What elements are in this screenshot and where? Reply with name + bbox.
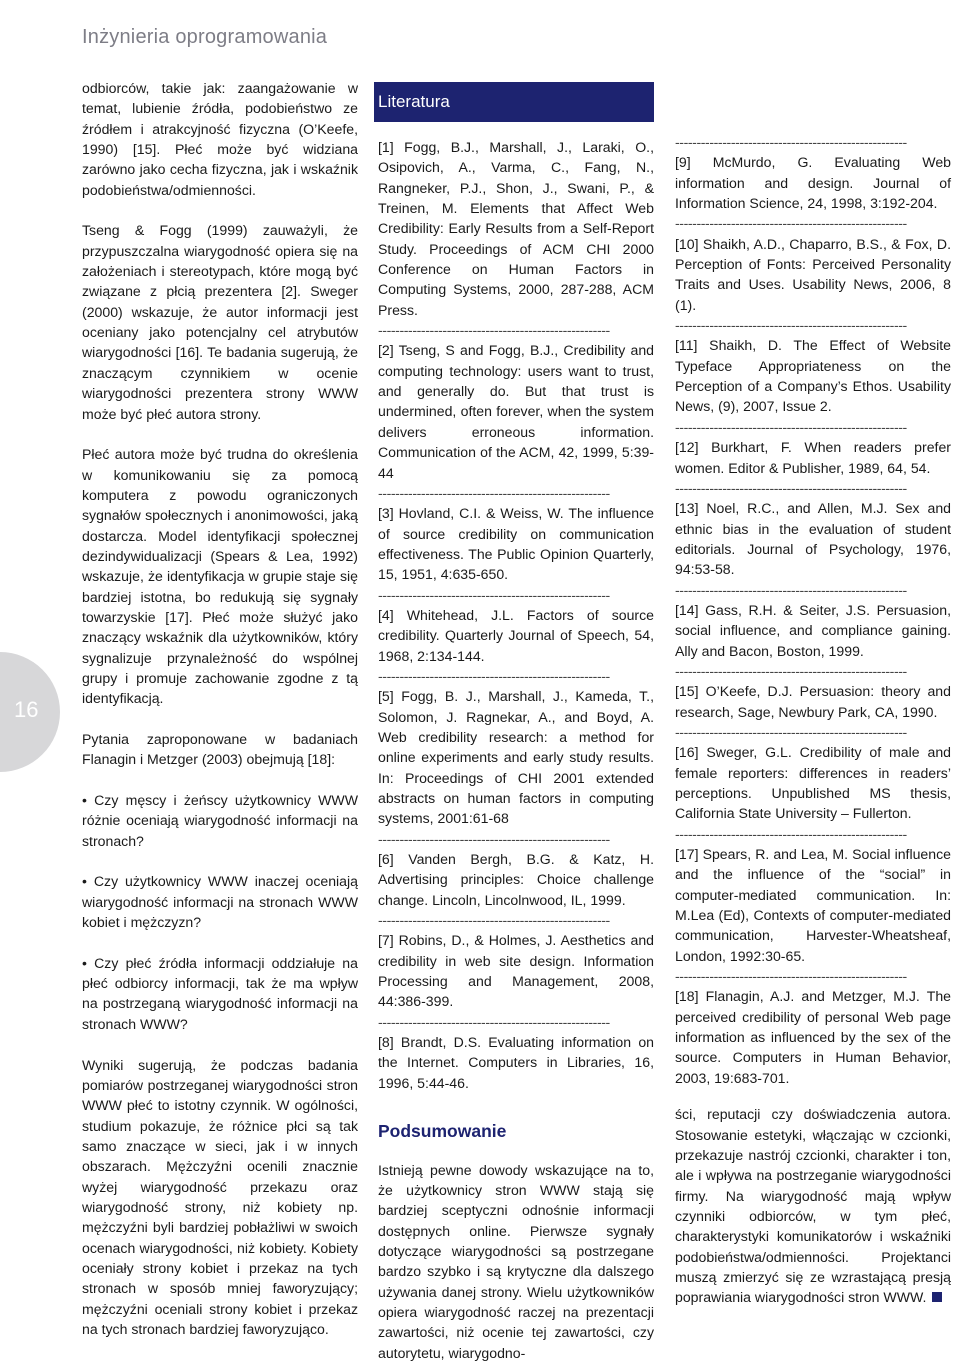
separator: ------------------------------------------------------ [378, 586, 610, 603]
separator: ------------------------------------------------------ [378, 667, 610, 684]
reference-item: [3] Hovland, C.I. & Weiss, W. The influence of source credibility on communication effectiveness. The Public Opinion Quarterly, 15, 1951, 4:635-650. [378, 505, 654, 583]
separator: ------------------------------------------------------ [378, 912, 610, 929]
reference-item: [5] Fogg, B. J., Marshall, J., Kameda, T., Solomon, J. Ragnekar, A., and Boyd, A. Web credibility research: a method for online experiments and early study results. In: Proceedings of CHI 2001 extended abstracts on human factors in computing systems, 2001:61-68 [378, 688, 654, 827]
separator: ------------------------------------------------------ [378, 484, 610, 501]
reference-item: [2] Tseng, S and Fogg, B.J., Credibility and computing technology: users want to trust, and generally do. But that trust is undermined, often forever, when the system delivers erroneous information. Communication of the ACM, 42, 1999, 5:39-44 [378, 342, 654, 481]
reference-item: [12] Burkhart, F. When readers prefer women. Editor & Publisher, 1989, 64, 54. [675, 439, 951, 476]
paragraph: Istnieją pewne dowody wskazujące na to, że użytkownicy stron WWW stają się bardziej sceptyczni odnośnie informacji dostępnych online. Pierwsze sygnały dotyczące wiarygodności są postrzegane bardzo szybko i są krytyczne dla dalszego używania danej strony. Wielu użytkowników opiera wiarygodność raczej na prezentacji zawartości, niż ocenie tej zawartości, czy autorytetu, wiarygodno- [378, 1161, 654, 1361]
page-number: 16 [14, 697, 39, 722]
reference-item: [8] Brandt, D.S. Evaluating information on the Internet. Computers in Libraries, 16, 1996, 5:44-46. [378, 1034, 654, 1091]
separator: ------------------------------------------------------ [378, 830, 610, 847]
reference-item: [13] Noel, R.C., and Allen, M.J. Sex and ethnic bias in the evaluation of student editorials. Journal of Psychology, 1976, 94:53-58. [675, 500, 951, 578]
reference-item: [4] Whitehead, J.L. Factors of source credibility. Quarterly Journal of Speech, 54, 1968, 2:134-144. [378, 606, 654, 664]
separator: ------------------------------------------------------ [675, 723, 907, 740]
literatura-heading-bar [378, 82, 654, 122]
separator: ------------------------------------------------------ [675, 317, 907, 334]
separator: ------------------------------------------------------ [675, 662, 907, 679]
separator: ------------------------------------------------------ [378, 322, 610, 339]
literatura-heading: Literatura [378, 92, 450, 111]
reference-item: [9] McMurdo, G. Evaluating Web information and design. Journal of Information Science, 24, 1998, 3:192-204. [675, 154, 951, 212]
body-column-left [82, 78, 358, 1360]
reference-item: [7] Robins, D., & Holmes, J. Aesthetics and credibility in web site design. Information Processing and Management, 2008, 44:386-399. [378, 932, 654, 1010]
end-mark-icon [932, 1292, 942, 1302]
paragraph: Tseng & Fogg (1999) zauważyli, że przypuszczalna wiarygodność opiera się na założeniach i stereotypach, które mogą być związane z płcią prezentera [2]. Sweger (2000) wskazuje, że autor informacji jest oceniany jako potencjalny cel atrybutów wiarygodności [16]. Te badania sugerują, że znaczącym czynnikiem w ocenie wiarygodności prezentera strony WWW może być płeć autora strony. [82, 222, 358, 422]
paragraph: odbiorców, takie jak: zaangażowanie w temat, lubienie źródła, podobieństwo ze źródłem i atrakcyjność fizyczna (O’Keefe, 1990) [15]. Płeć może być widziana zarówno jako cecha fizyczna, jak i wskaźnik podobieństwa/odmienności. [82, 80, 358, 198]
bullet-item: • Czy męscy i żeńscy użytkownicy WWW różnie oceniają wiarygodność informacji na stronach? [82, 792, 358, 849]
body-column-middle [378, 82, 654, 1371]
separator: ------------------------------------------------------ [675, 581, 907, 598]
reference-item: [1] Fogg, B.J., Marshall, J., Laraki, O., Osipovich, A., Varma, C., Fang, N., Rangneker, P.J., Shon, J., Swani, P., & Treinen, M. Elements that Affect Web Credibility: Early Results from a Self-Report Study. Proceedings of ACM CHI 2000 Conference on Human Factors in Computing Systems, 2000, 287-288, ACM Press. [378, 139, 654, 318]
separator: ------------------------------------------------------ [675, 215, 907, 232]
bullet-item: • Czy użytkownicy WWW inaczej oceniają wiarygodność informacji na stronach WWW kobiet i mężczyzn? [82, 873, 358, 931]
reference-item: [11] Shaikh, D. The Effect of Website Typeface Appropriateness on the Perception of a Company’s Ethos. Usability News, (9), 2007, Issue 2. [675, 337, 951, 415]
separator: ------------------------------------------------------ [675, 134, 907, 150]
podsumowanie-heading: Podsumowanie [378, 1121, 507, 1142]
bullet-item: • Czy płeć źródła informacji oddziałuje na płeć odbiorcy informacji, tak że ma wpływ na postrzeganą wiarygodność informacji na stronach WWW? [82, 954, 358, 1032]
conclusion-text: ści, reputacji czy doświadczenia autora. Stosowanie estetyki, włączając w czcionki, przekazuje nastrój czcionki, charakter i ton, ale i wpływa na postrzeganie wiarygodności firmy. Na wiarygodność mają wpływ czynniki odbiorców, w tym płeć, charakterystyki komunikatorów i wskaźniki podobieństwa/odmienności. Projektanci muszą zmierzyć się ze wzrastającą presją poprawiania wiarygodności stron WWW. [675, 1106, 951, 1306]
reference-item: [16] Sweger, G.L. Credibility of male and female reporters: differences in readers’ perceptions. Unpublished MS thesis, California State University – Fullerton. [675, 744, 951, 822]
paragraph: Wyniki sugerują, że podczas badania pomiarów postrzeganej wiarygodności stron WWW płeć to istotny czynnik. W ogólności, studium pokazuje, że różnice płci są tak samo znaczące w sieci, jak i w innych obszarach. Mężczyźni ocenili znacznie wyżej wiarygodność przekazu oraz wiarygodność strony, niż kobiety np. mężczyźni byli bardziej pobłażliwi w swoich ocenach wiarygodności, niż kobiety. Kobiety oceniały strony kobiet i przekaz na tych stronach w sposób mniej faworyzujący; mężczyźni oceniali strony kobiet i przekaz na tych stronach bardziej faworyzująco. [82, 1056, 358, 1337]
separator: ------------------------------------------------------ [675, 418, 907, 435]
separator: ------------------------------------------------------ [378, 1013, 610, 1030]
reference-item: [15] O’Keefe, D.J. Persuasion: theory and research, Sage, Newbury Park, CA, 1990. [675, 683, 951, 720]
separator: ------------------------------------------------------ [675, 968, 907, 985]
running-header: Inżynieria oprogramowania [82, 26, 328, 48]
paragraph: Pytania zaproponowane w badaniach Flanagin i Metzger (2003) obejmują [18]: [82, 731, 358, 768]
reference-item: [6] Vanden Bergh, B.G. & Katz, H. Advertising principles: Choice challenge change. Lincoln, Lincolnwood, IL, 1999. [378, 851, 654, 908]
body-column-right [675, 132, 951, 1328]
separator: ------------------------------------------------------ [675, 825, 907, 842]
reference-item: [17] Spears, R. and Lea, M. Social influence and the influence of the “social” in computer-mediated communication. In: M.Lea (Ed), Contexts of computer-mediated communication, Harvester-Wheatsheaf, London, 1992:30-65. [675, 846, 951, 964]
separator: ------------------------------------------------------ [675, 479, 907, 496]
reference-item: [18] Flanagin, A.J. and Metzger, M.J. The perceived credibility of personal Web page information as influenced by the sex of the source. Computers in Human Behavior, 2003, 19:683-701. [675, 988, 951, 1086]
paragraph: Płeć autora może być trudna do określenia w komunikowaniu się za pomocą komputera z powodu ograniczonych sygnałów społecznych i anonimowości, jaką dostarcza. Model identyfikacji społecznej dezindywidualizacji (Spears & Lea, 1992) wskazuje, że identyfikacja w grupie staje się bardziej istotna, bo redukują się sygnały towarzyskie [17]. Płeć może służyć jako znaczący wskaźnik dla użytkowników, który sygnalizuje przynależność do wspólnej grupy i promuje zachowanie zgodne z tą identyfikacją. [82, 446, 358, 707]
reference-item: [10] Shaikh, A.D., Chaparro, B.S., & Fox, D. Perception of Fonts: Perceived Personality Traits and Uses. Usability News, 2006, 8 (1). [675, 235, 951, 313]
reference-item: [14] Gass, R.H. & Seiter, J.S. Persuasion, social influence, and compliance gaining. Ally and Bacon, Boston, 1999. [675, 601, 951, 659]
paragraph [675, 1104, 951, 1307]
